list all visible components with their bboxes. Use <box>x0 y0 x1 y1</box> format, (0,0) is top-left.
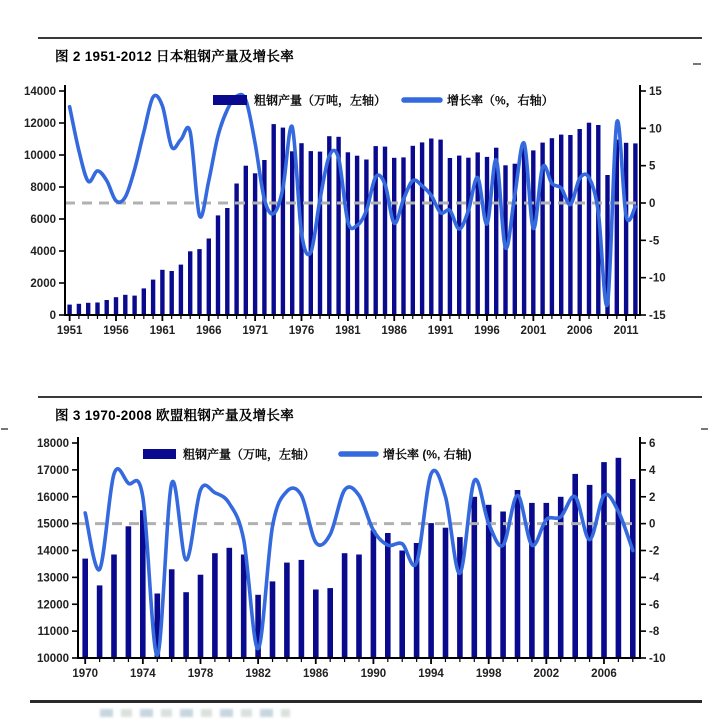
bar <box>616 458 622 658</box>
x-tick-label: 1961 <box>149 325 176 337</box>
x-tick-label: 1982 <box>245 668 271 680</box>
x-tick-label: 1974 <box>130 668 156 680</box>
bar <box>457 537 463 658</box>
bar <box>515 490 521 658</box>
bar <box>559 135 563 315</box>
bar <box>244 166 248 315</box>
x-tick-label: 1990 <box>360 668 387 680</box>
legend <box>143 447 472 462</box>
bar <box>111 555 117 659</box>
bar <box>429 139 433 316</box>
x-tick-label: 1996 <box>474 325 500 337</box>
bar <box>272 124 276 315</box>
x-tick-label: 1978 <box>187 668 214 680</box>
bar <box>587 123 591 315</box>
bar <box>169 569 175 658</box>
bar <box>364 160 368 316</box>
left-tick-label: 16000 <box>37 491 69 504</box>
bar <box>313 590 319 659</box>
figure2-top-rule <box>38 37 702 39</box>
right-tick-label: 10 <box>649 123 662 136</box>
bar <box>624 143 628 315</box>
legend-line-label: 增长率（%，右轴） <box>447 93 554 108</box>
source-note-smudge <box>100 709 290 717</box>
bar <box>411 146 415 315</box>
bar <box>500 512 506 659</box>
x-tick-label: 1981 <box>335 325 361 337</box>
bar <box>132 296 136 315</box>
legend-bar-swatch <box>213 95 247 105</box>
bar <box>253 173 257 315</box>
legend-bar-label: 粗钢产量（万吨，左轴） <box>183 447 316 462</box>
legend-bar-label: 粗钢产量（万吨，左轴） <box>254 93 387 108</box>
legend-line-label: 增长率 (%, 右轴) <box>383 447 472 462</box>
left-tick-label: 8000 <box>30 182 56 194</box>
right-tick-label: -8 <box>649 626 660 639</box>
x-tick-label: 1986 <box>302 668 329 680</box>
bar <box>82 559 88 658</box>
left-tick-label: 10000 <box>24 150 56 162</box>
bar <box>472 497 478 658</box>
right-tick-label: 6 <box>649 438 656 450</box>
right-tick-label: -2 <box>649 545 660 558</box>
bar <box>212 553 218 658</box>
bar <box>77 304 81 315</box>
bar <box>318 152 322 315</box>
right-tick-label: -10 <box>649 653 666 665</box>
x-tick-label: 1986 <box>381 325 408 337</box>
bar <box>356 555 362 659</box>
right-tick-label: -6 <box>649 599 660 612</box>
bar <box>151 280 155 315</box>
bar <box>126 526 132 658</box>
bars-series <box>67 123 637 315</box>
x-tick-label: 1994 <box>418 668 444 680</box>
right-tick-label: 5 <box>649 160 656 173</box>
bar <box>466 158 470 315</box>
bar <box>587 485 593 658</box>
figure3-title: 图 3 1970-2008 欧盟粗钢产量及增长率 <box>55 408 295 423</box>
bar <box>371 530 377 658</box>
bar <box>67 305 71 315</box>
bar <box>399 551 405 659</box>
left-tick-label: 12000 <box>24 118 56 130</box>
x-tick-label: 1971 <box>242 325 268 337</box>
bar <box>179 265 183 315</box>
bar <box>485 157 489 315</box>
left-tick-label: 10000 <box>37 653 69 665</box>
legend-bar-swatch <box>143 449 176 459</box>
bar <box>95 303 99 316</box>
bar <box>227 548 233 658</box>
bar <box>558 497 564 658</box>
bar <box>142 288 146 315</box>
bar <box>601 462 607 658</box>
bar <box>374 146 378 315</box>
axes <box>37 437 666 680</box>
x-tick-label: 1970 <box>72 668 99 680</box>
bar <box>198 575 204 658</box>
bar <box>568 135 572 315</box>
bar <box>392 158 396 315</box>
bar <box>633 143 637 315</box>
x-tick-label: 1966 <box>195 325 222 337</box>
bar <box>346 152 350 315</box>
bar <box>578 129 582 315</box>
left-tick-label: 15000 <box>37 518 69 531</box>
bar <box>290 151 294 315</box>
bar <box>401 157 405 315</box>
left-tick-label: 0 <box>49 310 56 322</box>
bar <box>270 581 276 658</box>
left-tick-label: 4000 <box>30 246 56 258</box>
bar <box>630 479 636 658</box>
left-tick-label: 17000 <box>37 464 69 477</box>
right-tick-label: 15 <box>649 86 662 98</box>
x-tick-label: 1998 <box>475 668 502 680</box>
x-tick-label: 2006 <box>591 668 617 680</box>
bar <box>342 553 348 658</box>
left-tick-label: 13000 <box>37 572 69 585</box>
left-tick-label: 12000 <box>37 599 69 612</box>
figure3-chart <box>0 425 709 697</box>
x-tick-label: 1951 <box>56 325 83 337</box>
legend <box>213 93 554 108</box>
bar <box>207 239 211 316</box>
page-margin-mark-right-top <box>693 63 701 65</box>
bar <box>383 147 387 315</box>
left-tick-label: 2000 <box>30 278 56 290</box>
right-tick-label: 2 <box>649 491 656 504</box>
bar <box>448 158 452 315</box>
bar <box>183 592 189 658</box>
right-tick-label: -4 <box>649 572 660 585</box>
right-tick-label: -5 <box>649 235 660 248</box>
bar <box>225 208 229 315</box>
bar <box>529 503 535 658</box>
bar <box>170 271 174 315</box>
bar <box>114 297 118 315</box>
left-tick-label: 6000 <box>30 214 56 226</box>
bar <box>309 151 313 315</box>
bar <box>123 295 127 315</box>
bar <box>438 140 442 315</box>
bar <box>97 585 103 658</box>
bar <box>428 523 434 658</box>
right-tick-label: 4 <box>649 464 656 477</box>
x-tick-label: 2002 <box>533 668 560 680</box>
bar <box>197 249 201 315</box>
bar <box>550 138 554 315</box>
right-tick-label: 0 <box>649 198 656 210</box>
x-tick-label: 1976 <box>288 325 315 337</box>
bar <box>443 528 449 658</box>
page-bottom-rule <box>30 700 702 703</box>
figure2-chart <box>0 70 709 362</box>
bar <box>105 300 109 315</box>
bar <box>216 215 220 315</box>
left-tick-label: 14000 <box>24 86 56 98</box>
right-tick-label: -15 <box>649 310 666 322</box>
bar <box>86 303 90 315</box>
bar <box>284 563 290 658</box>
x-tick-label: 1991 <box>427 325 454 337</box>
bar <box>327 588 333 658</box>
bar <box>281 128 285 315</box>
right-tick-label: 0 <box>649 518 656 531</box>
bar <box>457 156 461 315</box>
x-tick-label: 2001 <box>520 325 547 337</box>
bar <box>385 533 391 658</box>
right-tick-label: -10 <box>649 272 666 285</box>
x-tick-label: 2006 <box>566 325 593 337</box>
bar <box>420 142 424 315</box>
left-tick-label: 14000 <box>37 545 69 558</box>
bar <box>241 555 247 659</box>
bar <box>160 270 164 315</box>
figure3-top-rule <box>38 396 702 398</box>
x-tick-label: 1956 <box>103 325 129 337</box>
bar <box>531 150 535 315</box>
figure2-title: 图 2 1951-2012 日本粗钢产量及增长率 <box>55 49 295 64</box>
bar <box>355 156 359 315</box>
bar <box>299 560 305 658</box>
left-tick-label: 11000 <box>37 626 69 639</box>
bar <box>188 251 192 315</box>
x-tick-label: 2011 <box>613 325 639 337</box>
left-tick-label: 18000 <box>37 438 69 450</box>
